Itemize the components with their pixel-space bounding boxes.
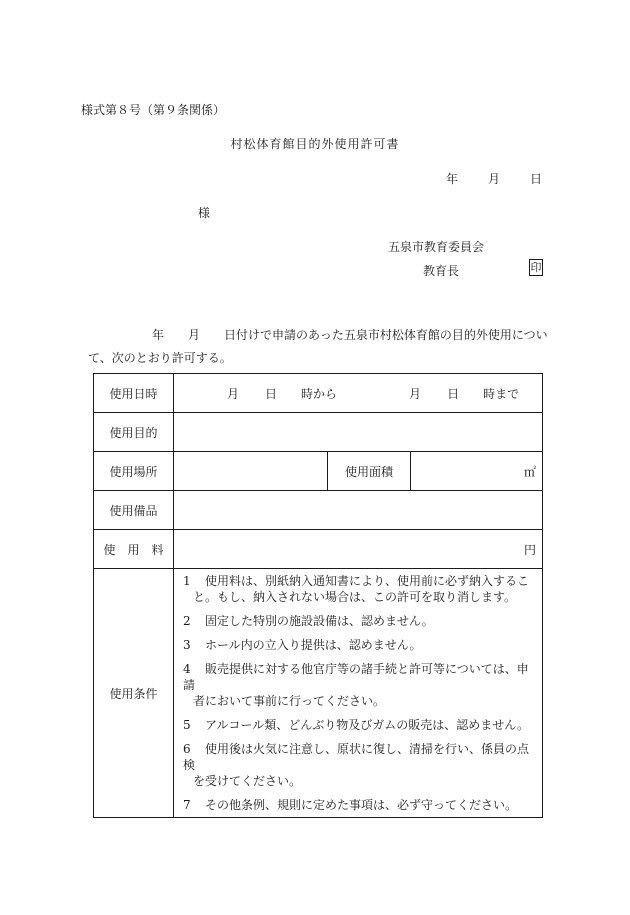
recipient-suffix: 様 [198, 206, 211, 220]
fee-field[interactable] [174, 530, 543, 569]
condition-text-cont: と。もし、納入されない場合は、この許可を取り消します。 [193, 590, 517, 604]
condition-number: 6 [183, 742, 191, 756]
seal-mark: 印 [530, 261, 542, 274]
label-fee: 使 用 料 [94, 530, 174, 569]
fee-unit: 円 [524, 542, 537, 557]
label-equipment: 使用備品 [94, 491, 174, 530]
condition-text: 販売提供に対する他官庁等の諸手続と許可等については、申請 [183, 662, 529, 692]
from-time: 時から [301, 386, 338, 401]
to-time: 時まで [483, 386, 520, 401]
condition-number: 5 [183, 718, 191, 732]
condition-number: 4 [183, 662, 191, 676]
condition-item [183, 637, 536, 653]
to-month: 月 [409, 386, 422, 401]
row-place [94, 452, 543, 491]
date-month: 月 [488, 172, 501, 186]
condition-number: 2 [183, 614, 191, 628]
from-day: 日 [265, 386, 278, 401]
condition-text-cont: を受けてください。 [193, 774, 302, 788]
issuer-title: 教育長 [423, 264, 460, 278]
condition-number: 1 [183, 574, 191, 588]
condition-text: その他条例、規則に定めた事項は、必ず守ってください。 [205, 798, 518, 812]
document-title: 村松体育館目的外使用許可書 [230, 137, 400, 151]
issuer-organization: 五泉市教育委員会 [388, 240, 485, 254]
body-month: 月 [188, 328, 201, 342]
condition-item [183, 613, 536, 629]
body-year: 年 [152, 328, 165, 342]
from-month: 月 [227, 386, 240, 401]
permit-table [93, 373, 543, 818]
condition-item [183, 717, 536, 733]
date-day: 日 [530, 172, 543, 186]
purpose-field[interactable] [174, 413, 543, 452]
date-year: 年 [446, 172, 459, 186]
condition-number: 3 [183, 638, 191, 652]
label-place: 使用場所 [94, 452, 174, 491]
row-purpose [94, 413, 543, 452]
condition-text: 使用料は、別紙納入通知書により、使用前に必ず納入するこ [205, 574, 530, 588]
condition-item [183, 573, 536, 605]
condition-text: 使用後は火気に注意し、原状に復し、清掃を行い、係員の点検 [183, 742, 530, 772]
conditions-list [174, 569, 543, 818]
condition-text: 固定した特別の施設設備は、認めません。 [205, 614, 434, 628]
condition-item [183, 741, 536, 789]
row-conditions [94, 569, 543, 818]
area-unit: ㎡ [524, 464, 537, 479]
place-field[interactable] [174, 452, 328, 491]
condition-number: 7 [183, 798, 191, 812]
condition-text: ホール内の立入り提供は、認めません。 [205, 638, 422, 652]
issue-date [446, 170, 542, 187]
label-area: 使用面積 [328, 452, 411, 491]
to-day: 日 [447, 386, 460, 401]
body-text-line-1 [152, 326, 548, 343]
label-conditions: 使用条件 [94, 569, 174, 818]
form-number: 様式第８号（第９条関係） [81, 103, 226, 117]
label-use-datetime: 使用日時 [94, 374, 174, 413]
body-line1-rest: 日付けで申請のあった五泉市村松体育館の目的外使用につい [224, 328, 548, 342]
row-equipment [94, 491, 543, 530]
row-fee [94, 530, 543, 569]
equipment-field[interactable] [174, 491, 543, 530]
body-text-line-2: て、次のとおり許可する。 [88, 351, 232, 365]
label-purpose: 使用目的 [94, 413, 174, 452]
row-use-datetime [94, 374, 543, 413]
condition-text: アルコール類、どんぶり物及びガムの販売は、認めません。 [205, 718, 530, 732]
condition-item [183, 661, 536, 709]
condition-text-cont: 者において事前に行ってください。 [193, 694, 386, 708]
condition-item [183, 797, 536, 813]
area-field[interactable] [411, 452, 543, 491]
use-datetime-field[interactable] [174, 374, 543, 413]
